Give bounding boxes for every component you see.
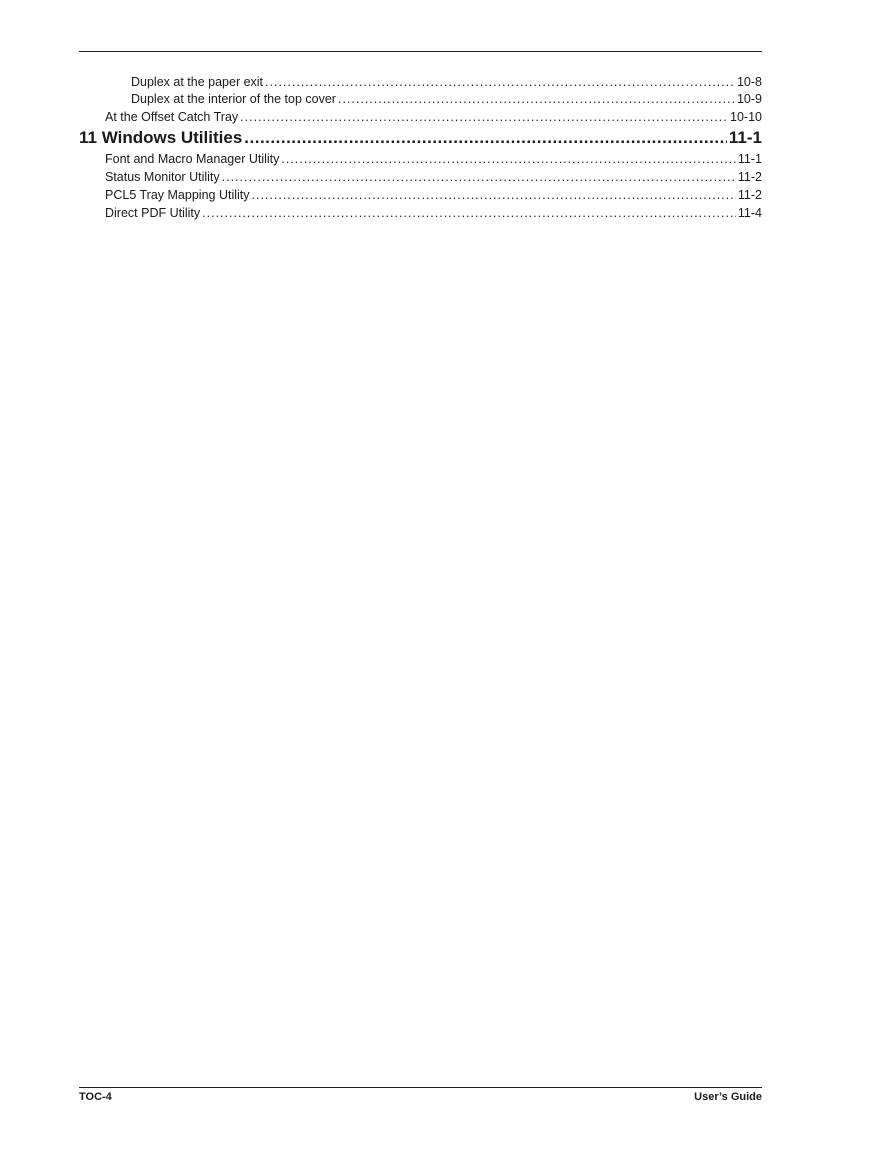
toc-entry-pcl5-tray-mapping[interactable] [79, 186, 762, 204]
toc-entry-title: At the Offset Catch Tray [105, 110, 239, 124]
toc-entry-font-macro-manager[interactable] [79, 150, 762, 168]
toc-chapter-windows-utilities[interactable] [79, 127, 762, 149]
toc-entry-title: Font and Macro Manager Utility [105, 152, 280, 166]
dot-leader [202, 204, 736, 222]
toc-entry-duplex-paper-exit[interactable] [79, 74, 762, 91]
dot-leader [252, 186, 736, 204]
dot-leader [240, 108, 728, 126]
toc-entry-title: Direct PDF Utility [105, 206, 201, 220]
dot-leader [222, 168, 736, 186]
toc-entry-title: PCL5 Tray Mapping Utility [105, 188, 250, 202]
toc-entry-title: Status Monitor Utility [105, 170, 220, 184]
toc-entry-status-monitor[interactable] [79, 168, 762, 186]
toc-entry-title: Duplex at the paper exit [131, 75, 264, 89]
table-of-contents [79, 74, 762, 222]
dot-leader [338, 91, 735, 108]
toc-entry-page: 11-2 [737, 170, 762, 184]
toc-entry-page: 10-8 [736, 75, 762, 89]
dot-leader [265, 74, 735, 91]
toc-chapter-title: 11 Windows Utilities [79, 128, 243, 147]
dot-leader [244, 127, 727, 149]
header-rule [79, 51, 762, 52]
toc-entry-page: 10-9 [736, 92, 762, 106]
dot-leader [281, 150, 736, 168]
footer-rule [79, 1087, 762, 1088]
toc-entry-page: 11-4 [737, 206, 762, 220]
toc-entry-duplex-top-cover[interactable] [79, 91, 762, 108]
toc-entry-direct-pdf[interactable] [79, 204, 762, 222]
toc-entry-title: Duplex at the interior of the top cover [131, 92, 336, 106]
toc-chapter-page: 11-1 [728, 128, 762, 147]
page-number: TOC-4 [79, 1091, 112, 1103]
toc-entry-page: 10-10 [730, 110, 762, 124]
toc-entry-offset-catch-tray[interactable] [79, 108, 762, 126]
toc-entry-page: 11-1 [737, 152, 762, 166]
document-title: User’s Guide [694, 1091, 762, 1103]
toc-entry-page: 11-2 [737, 188, 762, 202]
